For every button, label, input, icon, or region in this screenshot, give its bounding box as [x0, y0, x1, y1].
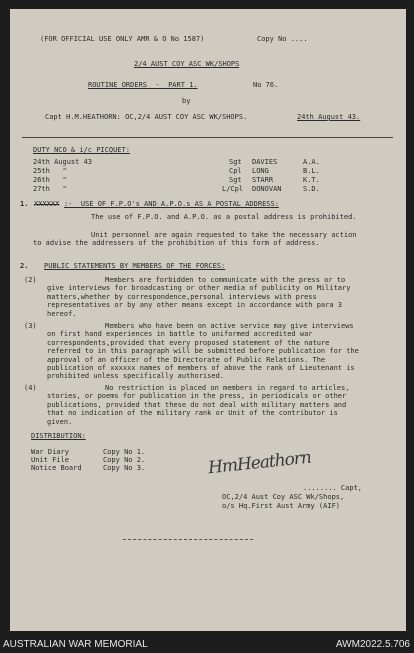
- duty-initials: B.L.: [303, 167, 320, 175]
- distribution-copy: Copy No 2.: [103, 456, 146, 464]
- para-3-text: Members who have been on active service may give interviews on first hand experiences in battle to uniformed accredited war correspondents,provided that every proposed statement of the nature referred to in this paragraph will be submitted before publication for the approval of an officer of the Directorate of Public Relations. The publication of xxxxxx names of members of above the rank of Lieutenant is prohibited unless specifically authorised.: [47, 322, 359, 381]
- duty-date: 26th ": [33, 176, 67, 184]
- para-number: (2): [24, 276, 37, 284]
- duty-name: STARR: [252, 176, 274, 184]
- closing-dashed-rule: [123, 539, 253, 540]
- archive-footer: [0, 639, 414, 653]
- duty-initials: K.T.: [303, 176, 320, 184]
- para-2-text: Members are forbidden to communicate with the press or to give interviews for broadcasting or other media of publicity on Military matters,whether by correspondence,personal interviews with press representatives or by any other means except in accordance with para 3 hereof.: [47, 276, 351, 318]
- orders-date: 24th August 43.: [297, 113, 361, 121]
- para-number: (3): [24, 322, 37, 330]
- duty-name: DAVIES: [252, 158, 278, 166]
- author-line: Capt H.M.HEATHORN: OC,2/4 AUST COY ASC WK/SHOPS.: [45, 113, 248, 121]
- section-2-heading: PUBLIC STATEMENTS BY MEMBERS OF THE FORCES:: [44, 262, 226, 270]
- distribution-recipient: War Diary: [31, 448, 69, 456]
- orders-number: No 76.: [253, 81, 279, 89]
- distribution-heading: DISTRIBUTION:: [31, 432, 86, 440]
- distribution-recipient: Notice Board: [31, 464, 82, 472]
- duty-initials: A.A.: [303, 158, 320, 166]
- duty-initials: S.D.: [303, 185, 320, 193]
- section-1-para-1: The use of F.P.O. and A.P.O. as a postal address is prohibited.: [91, 213, 357, 221]
- para-number: (4): [24, 384, 37, 392]
- duty-rank: Sgt: [229, 176, 242, 184]
- footer-institution: AUSTRALIAN WAR MEMORIAL: [3, 639, 148, 650]
- duty-heading: DUTY NCO & i/c PICQUET:: [33, 146, 130, 154]
- duty-date: 25th ": [33, 167, 67, 175]
- para-4-text: No restriction is placed on members in regard to articles, stories, or poems for publication in the press, in periodicals or other publications, provided that these do not deal with military matters and that no indication of the military rank or Unit of the contributor is given.: [47, 384, 350, 426]
- duty-rank: Sgt: [229, 158, 242, 166]
- unit-title: 2/4 AUST COY ASC WK/SHOPS: [134, 60, 240, 68]
- distribution-copy: Copy No 1.: [103, 448, 146, 456]
- security-caveat: (FOR OFFICIAL USE ONLY AMR & O No 1587): [40, 35, 205, 43]
- footer-accession-number: AWM2022.5.706: [335, 639, 410, 650]
- by-label: by: [182, 97, 191, 105]
- section-1-heading: :- USE OF F.P.O's AND A.P.O.s AS A POSTAL ADDRESS:: [64, 200, 279, 208]
- section-1-number: 1.: [20, 200, 29, 208]
- document-page: [10, 9, 406, 631]
- duty-date: 24th August 43: [33, 158, 93, 166]
- duty-rank: Cpl: [229, 167, 242, 175]
- copy-number: Copy No ....: [257, 35, 308, 43]
- signature-rank: ........ Capt,: [303, 484, 363, 492]
- duty-name: DONOVAN: [252, 185, 282, 193]
- section-2-number: 2.: [20, 262, 29, 270]
- struck-text: XXXXXX: [34, 200, 60, 208]
- handwritten-signature: HmHeathorn: [207, 447, 312, 479]
- distribution-copy: Copy No 3.: [103, 464, 146, 472]
- duty-name: LONG: [252, 167, 269, 175]
- header-rule: [22, 137, 393, 138]
- distribution-recipient: Unit File: [31, 456, 69, 464]
- duty-date: 27th ": [33, 185, 67, 193]
- section-1-para-2: Unit personnel are again requested to take the necessary action to advise the addressers of the prohibition of this form of address.: [33, 231, 357, 248]
- signature-appointment: OC,2/4 Aust Coy ASC Wk/Shops,: [222, 493, 345, 501]
- duty-rank: L/Cpl: [222, 185, 244, 193]
- orders-title: ROUTINE ORDERS - PART 1.: [88, 81, 198, 89]
- signature-unit: o/s Hq.First Aust Army (AIF): [222, 502, 341, 510]
